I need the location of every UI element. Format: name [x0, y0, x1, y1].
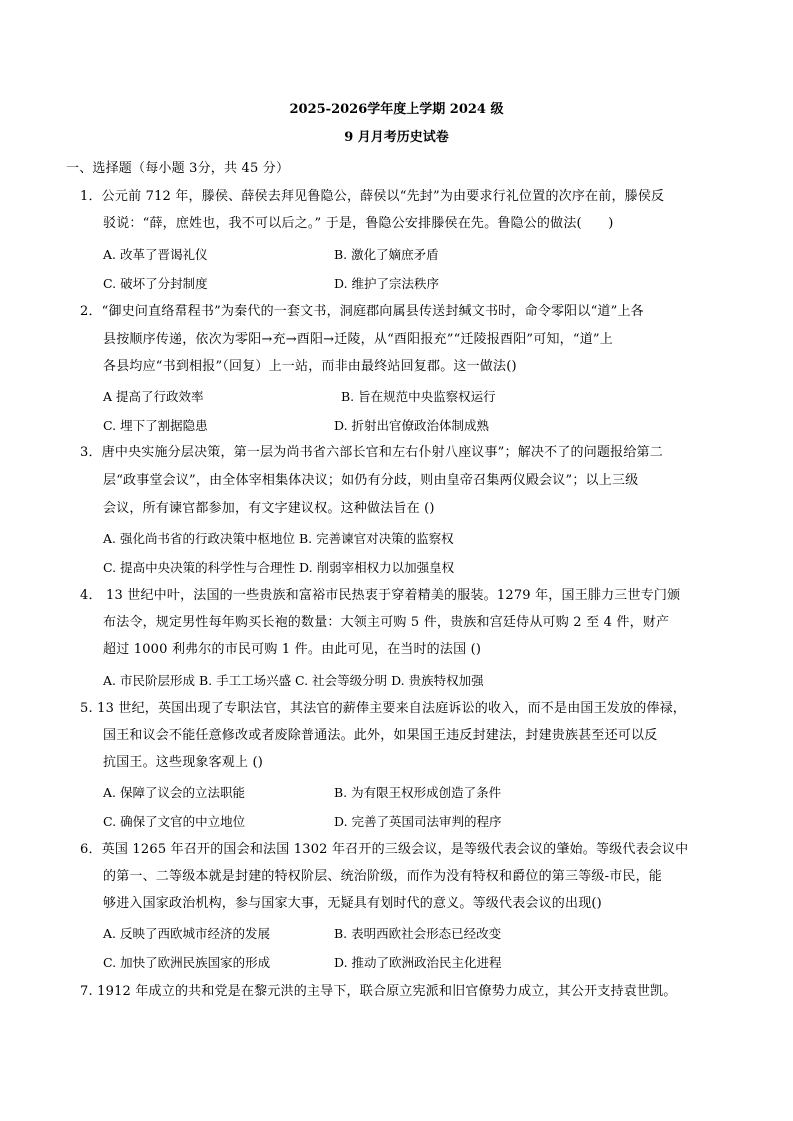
question-5-option-c[interactable]: C. 确保了文官的中立地位 [103, 814, 246, 829]
question-5-option-d[interactable]: D. 完善了英国司法审判的程序 [334, 814, 502, 829]
question-5-option-b[interactable]: B. 为有限王权形成创造了条件 [334, 785, 502, 800]
question-6-option-b[interactable]: B. 表明西欧社会形态已经改变 [334, 926, 502, 941]
question-2-option-d[interactable]: D. 折射出官僚政治体制成熟 [334, 418, 490, 433]
question-1-option-d[interactable]: D. 维护了宗法秩序 [334, 276, 440, 291]
question-6-line-3: 够进入国家政治机构，参与国家大事，无疑具有划时代的意义。等级代表会议的出现() [103, 896, 602, 911]
question-6-option-a[interactable]: A. 反映了西欧城市经济的发展 [103, 926, 270, 941]
exam-title-line1: 2025-2026学年度上学期 2024 级 [289, 102, 504, 117]
question-6-line-2: 的第一、二等级本就是封建的特权阶层、统治阶级，而作为没有特权和爵位的第三等级-市民，能 [103, 869, 662, 884]
question-6-line-1: 6．英国 1265 年召开的国会和法国 1302 年召开的三级会议，是等级代表会议的肇始。等级代表会议中 [80, 842, 689, 857]
question-4-options[interactable]: A. 市民阶层形成 B. 手工工场兴盛 C. 社会等级分明 D. 贵族特权加强 [103, 673, 484, 688]
question-2-option-b[interactable]: B. 旨在规范中央监察权运行 [341, 389, 496, 404]
question-4-line-2: 布法令，规定男性每年购买长袍的数量：大领主可购 5 件，贵族和宫廷侍从可购 2 至 4 件，财产 [103, 615, 670, 630]
question-5-line-3: 抗国王。这些现象客观上 () [103, 755, 264, 770]
question-5-line-1: 5. 13 世纪，英国出现了专职法官，其法官的薪俸主要来自法庭诉讼的收入，而不是由国王发放的俸禄， [80, 701, 687, 716]
question-2-option-a[interactable]: A 提高了行政效率 [103, 389, 204, 404]
question-3-line-1: 3．唐中央实施分层决策，第一层为尚书省六部长官和左右仆射八座议事”；解决不了的问题报给第二 [80, 445, 663, 460]
question-7-line-1: 7. 1912 年成立的共和党是在黎元洪的主导下，联合原立宪派和旧官僚势力成立，其公开支持袁世凯。 [80, 984, 677, 999]
question-2-line-3: 各县均应“书到相报”（回复）上一站，而非由最终站回复郡。这一做法() [103, 359, 517, 374]
question-1-option-c[interactable]: C. 破坏了分封制度 [103, 276, 208, 291]
question-6-option-c[interactable]: C. 加快了欧洲民族国家的形成 [103, 955, 271, 970]
question-5-line-2: 国王和议会不能任意修改或者废除普通法。此外，如果国王违反封建法，封建贵族甚至还可以反 [103, 728, 658, 743]
question-2-option-c[interactable]: C. 埋下了割据隐患 [103, 418, 208, 433]
exam-title-line2: 9 月月考历史试卷 [344, 130, 449, 145]
question-4-line-3: 超过 1000 利弗尔的市民可购 1 件。由此可见，在当时的法国 () [103, 642, 482, 657]
question-2-line-2: 县按顺序传递，依次为零阳→充→酉阳→迁陵，从“酉阳报充”“迁陵报酉阳”可知，“道”上 [103, 332, 613, 347]
question-3-line-3: 会议，所有谏官都参加，有文字建议权。这种做法旨在 () [103, 501, 435, 516]
section-heading: 一、选择题（每小题 3分，共 45 分） [66, 161, 290, 176]
question-2-line-1: 2．“御史问直络帬程书”为秦代的一套文书，洞庭郡向属县传送封缄文书时，命令零阳以“道”上各 [80, 304, 644, 319]
question-5-option-a[interactable]: A. 保障了议会的立法职能 [103, 785, 245, 800]
question-6-option-d[interactable]: D. 推动了欧洲政治民主化进程 [334, 955, 502, 970]
question-3-options-row-2[interactable]: C. 提高中央决策的科学性与合理性 D. 削弱宰相权力以加强皇权 [103, 560, 455, 575]
question-3-line-2: 层“政事堂会议”，由全体宰相集体决议；如仍有分歧，则由皇帝召集两仪殿会议”；以上三级 [103, 473, 639, 488]
question-3-options-row-1[interactable]: A. 强化尚书省的行政决策中枢地位 B. 完善谏官对决策的监察权 [103, 531, 454, 546]
question-1-option-b[interactable]: B. 激化了嫡庶矛盾 [334, 247, 439, 262]
question-1-option-a[interactable]: A. 改革了晋谒礼仪 [103, 247, 208, 262]
question-4-line-1: 4． 13 世纪中叶，法国的一些贵族和富裕市民热衷于穿着精美的服装。1279 年，国王腓力三世专门颁 [80, 588, 681, 603]
question-1-line-2: 驳说：“薛，庶姓也，我不可以后之。” 于是，鲁隐公安排滕侯在先。鲁隐公的做法( ) [103, 216, 614, 231]
question-1-line-1: 1．公元前 712 年，滕侯、薛侯去拜见鲁隐公，薛侯以“先封”为由要求行礼位置的次序在前，滕侯反 [80, 189, 665, 204]
